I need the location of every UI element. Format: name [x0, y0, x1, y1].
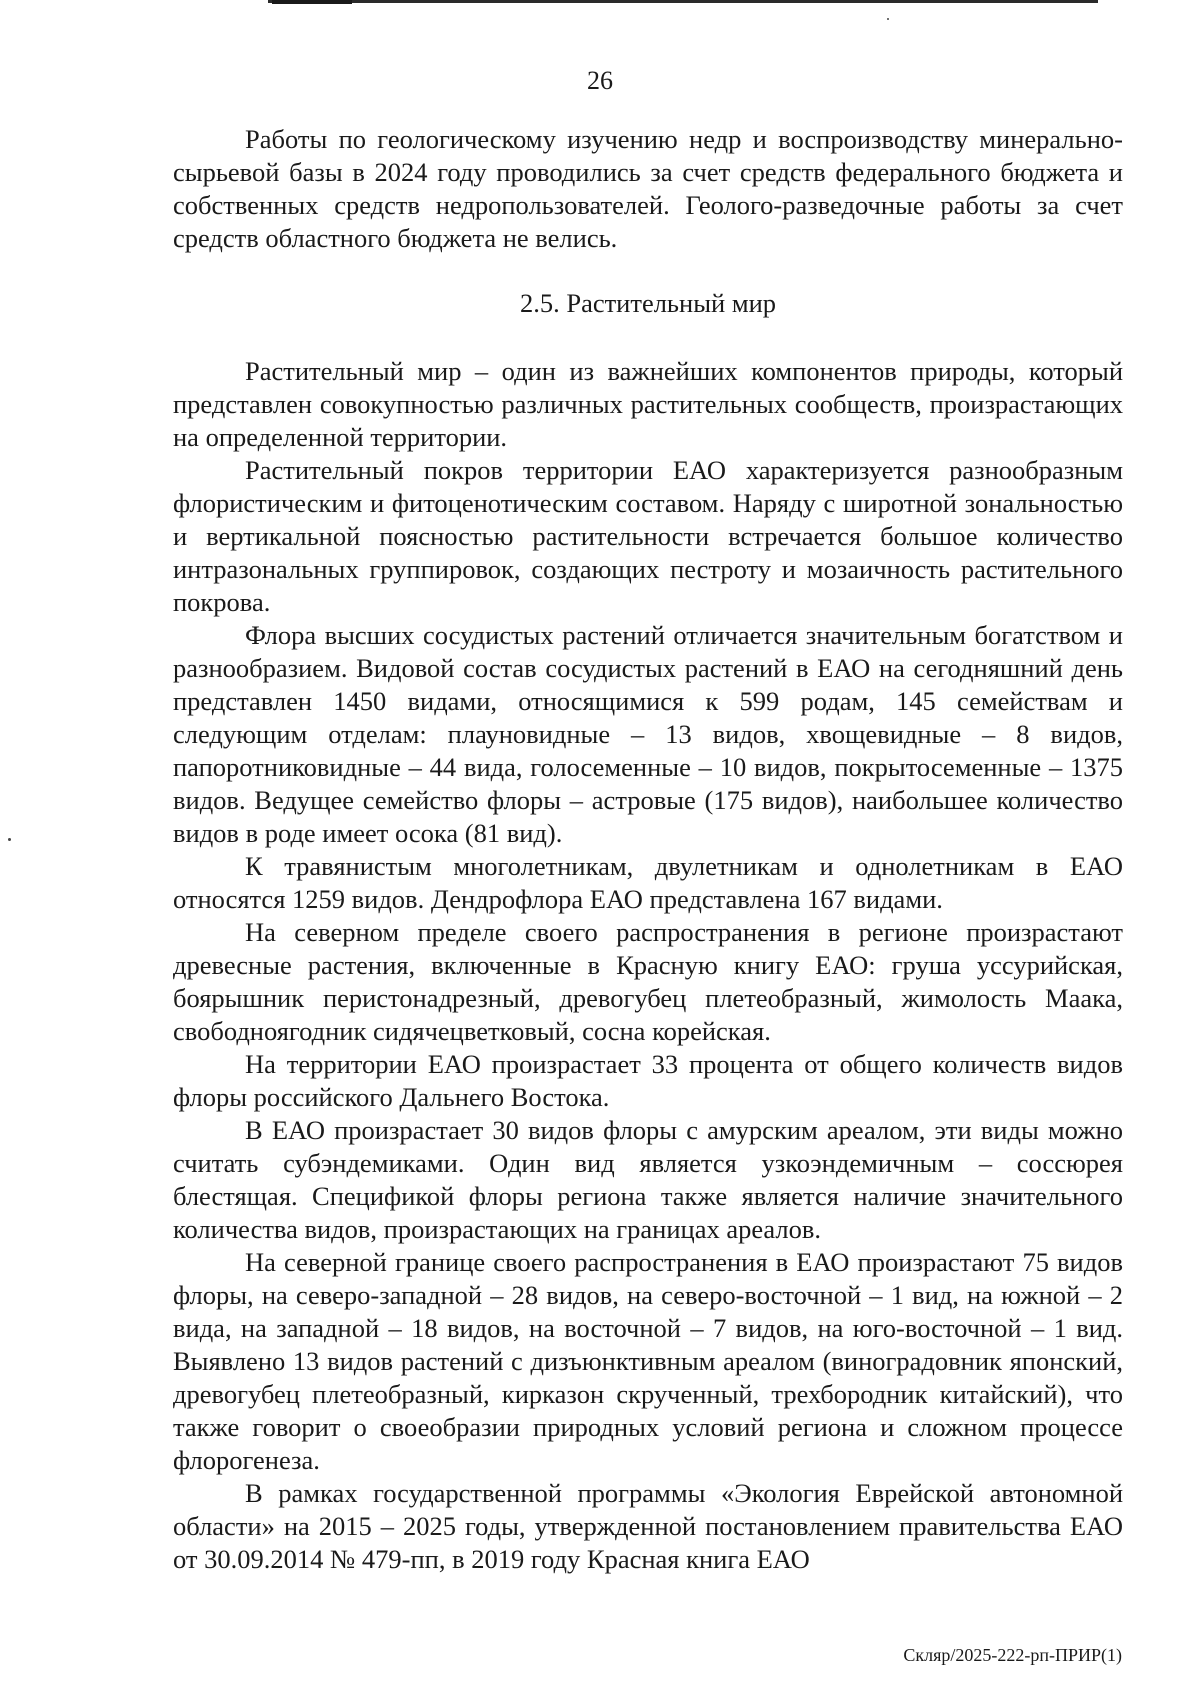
scan-edge-mark — [268, 0, 1098, 3]
intro-paragraph: Работы по геологическому изучению недр и воспроизводству минерально-сырьевой базы в 2024 году проводились за счет средств федерального бюджета и собственных средств недропользователей. Геолого-разведочные работы за счет средств областного бюджета не велись. — [173, 124, 1123, 253]
section-heading: 2.5. Растительный мир — [519, 288, 777, 318]
paragraph: На территории ЕАО произрастает 33 процента от общего количеств видов флоры российского Дальнего Востока. — [173, 1049, 1123, 1112]
scan-speck — [8, 838, 11, 841]
paragraph: Растительный покров территории ЕАО характеризуется разнообразным флористическим и фитоценотическим составом. Наряду с широтной зональностью и вертикальной поясностью растительности встречается большое количество интразональных группировок, создающих пестроту и мозаичность растительного покрова. — [173, 455, 1123, 617]
paragraph: Растительный мир – один из важнейших компонентов природы, который представлен совокупностью различных растительных сообществ, произрастающих на определенной территории. — [173, 356, 1123, 452]
paragraph: На северном пределе своего распространения в регионе произрастают древесные растения, включенные в Красную книгу ЕАО: груша уссурийская, боярышник перистонадрезный, древогубец плетеобразный, жимолость Маака, свободноягодник сидячецветковый, сосна корейская. — [173, 917, 1123, 1046]
paragraph: В ЕАО произрастает 30 видов флоры с амурским ареалом, эти виды можно считать субэндемиками. Один вид является узкоэндемичным – соссюрея блестящая. Спецификой флоры региона также является наличие значительного количества видов, произрастающих на границах ареалов. — [173, 1115, 1123, 1244]
paragraph: В рамках государственной программы «Экология Еврейской автономной области» на 2015 – 2025 годы, утвержденной постановлением правительства ЕАО от 30.09.2014 № 479-пп, в 2019 году Красная книга ЕАО — [173, 1478, 1123, 1574]
paragraph: На северной границе своего распространения в ЕАО произрастают 75 видов флоры, на северо-западной – 28 видов, на северо-восточной – 1 вид, на южной – 2 вида, на западной – 18 видов, на восточной – 7 видов, на юго-восточной – 1 вид. Выявлено 13 видов растений с дизъюнктивным ареалом (виноградовник японский, древогубец плетеобразный, кирказон скрученный, трехбородник китайский), что также говорит о своеобразии природных условий региона и сложном процессе флорогенеза. — [173, 1247, 1123, 1475]
paragraph: Флора высших сосудистых растений отличается значительным богатством и разнообразием. Видовой состав сосудистых растений в ЕАО на сегодняшний день представлен 1450 видами, относящимися к 599 родам, 145 семействам и следующим отделам: плауновидные – 13 видов, хвощевидные – 8 видов, папоротниковидные – 44 вида, голосеменные – 10 видов, покрытосеменные – 1375 видов. Ведущее семейство флоры – астровые (175 видов), наибольшее количество видов в роде имеет осока (81 вид). — [173, 620, 1123, 848]
document-code: Скляр/2025-222-рп-ПРИР(1) — [903, 1645, 1122, 1665]
scan-speck — [887, 18, 889, 20]
page-number: 26 — [587, 66, 613, 95]
document-body — [173, 123, 1123, 1576]
paragraph: К травянистым многолетникам, двулетникам и однолетникам в ЕАО относятся 1259 видов. Дендрофлора ЕАО представлена 167 видами. — [173, 851, 1123, 914]
